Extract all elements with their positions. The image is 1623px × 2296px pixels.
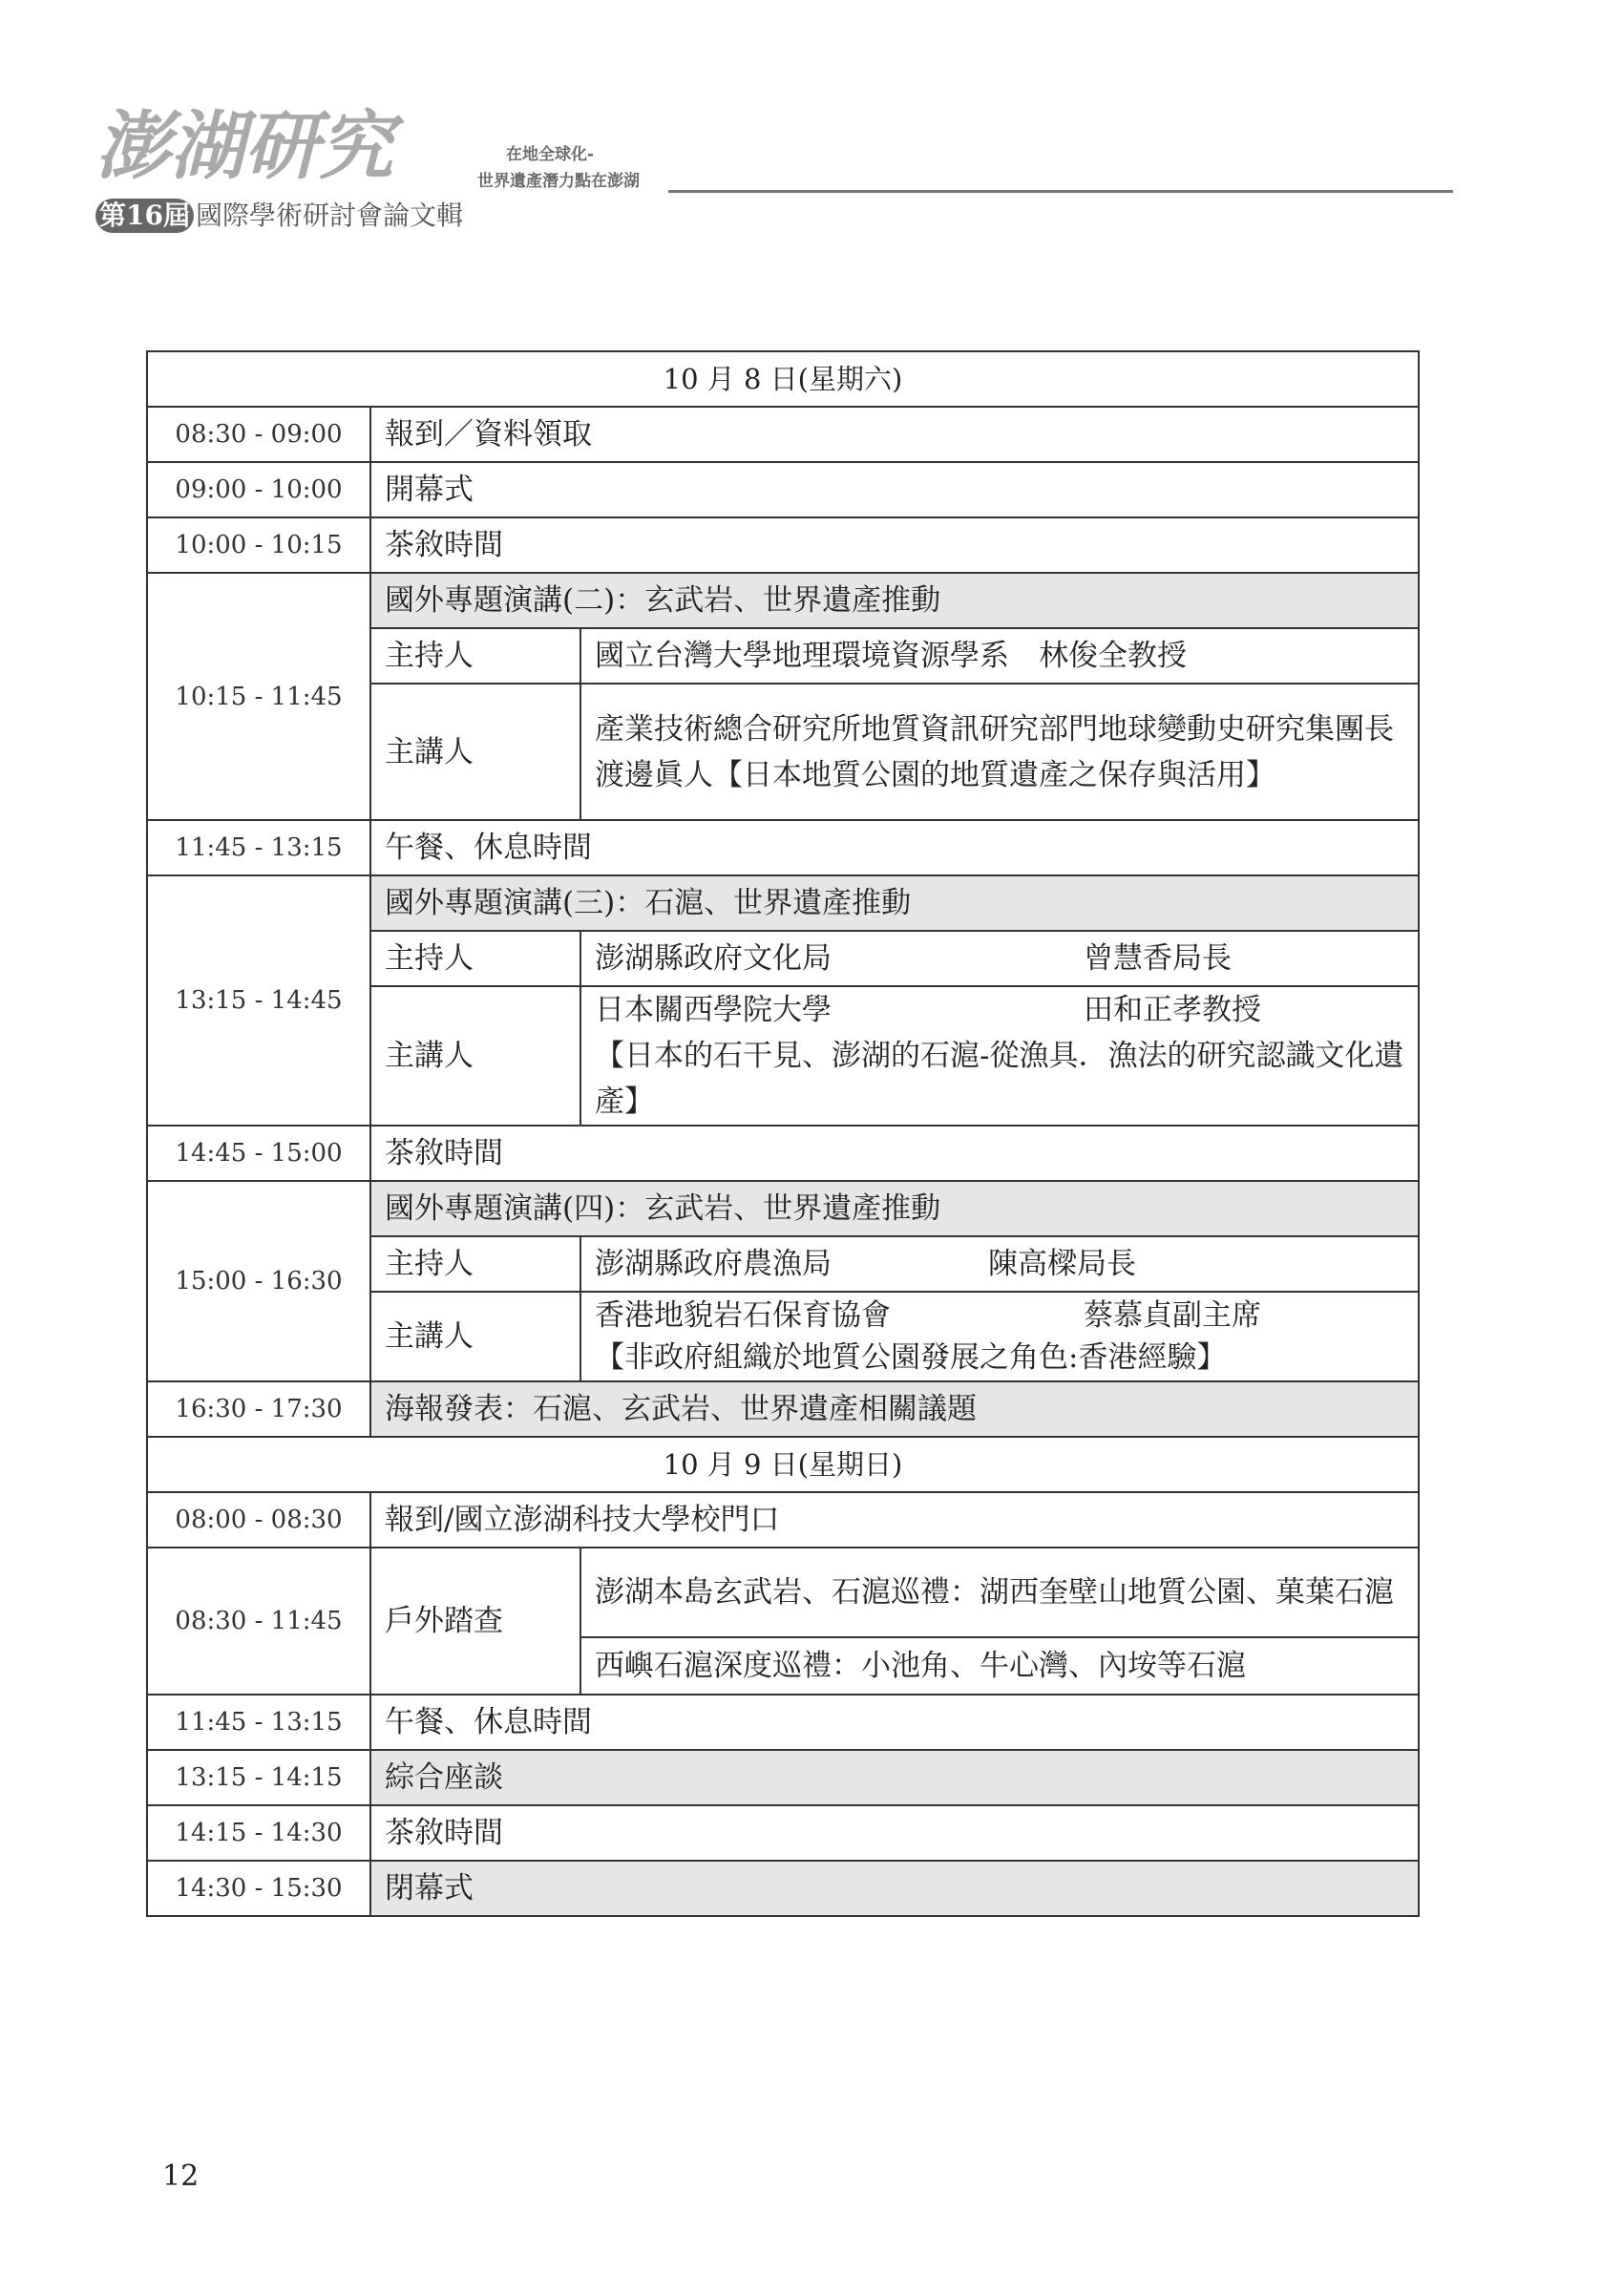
event-cell: 茶敘時間 bbox=[370, 1126, 1419, 1181]
host-label: 主持人 bbox=[370, 628, 580, 684]
host-label: 主持人 bbox=[370, 1236, 580, 1292]
speaker-name: 田和正孝教授 bbox=[1084, 993, 1261, 1027]
table-row bbox=[147, 1750, 1419, 1805]
speaker-affiliation: 產業技術總合研究所地質資訊研究部門地球變動史研究集團長 bbox=[595, 711, 1394, 747]
host-name: 陳高樑局長 bbox=[988, 1247, 1136, 1281]
tagline-line2: 世界遺產潛力點在澎湖 bbox=[477, 172, 640, 191]
event-cell: 茶敘時間 bbox=[370, 1805, 1419, 1861]
table-row bbox=[147, 1805, 1419, 1861]
event-cell: 綜合座談 bbox=[370, 1750, 1419, 1805]
speaker-value bbox=[580, 986, 1419, 1126]
event-cell: 閉幕式 bbox=[370, 1861, 1419, 1916]
day2-date: 10 月 9 日(星期日) bbox=[147, 1437, 1419, 1492]
page-number: 12 bbox=[162, 2159, 200, 2193]
time-cell: 08:30 - 11:45 bbox=[147, 1548, 370, 1695]
host-org: 澎湖縣政府文化局 bbox=[595, 941, 832, 976]
tagline-line1: 在地全球化- bbox=[506, 145, 595, 164]
table-row bbox=[147, 517, 1419, 573]
table-row bbox=[147, 820, 1419, 875]
day-header-row bbox=[147, 351, 1419, 407]
host-org: 澎湖縣政府農漁局 bbox=[595, 1247, 832, 1281]
session-title: 國外專題演講(三)：石滬、世界遺產推動 bbox=[370, 875, 1419, 931]
table-row bbox=[147, 1861, 1419, 1916]
time-cell: 14:45 - 15:00 bbox=[147, 1126, 370, 1181]
host-value bbox=[580, 931, 1419, 986]
speaker-label: 主講人 bbox=[370, 684, 580, 820]
time-cell: 10:15 - 11:45 bbox=[147, 573, 370, 820]
journal-logo bbox=[95, 103, 464, 233]
event-cell: 開幕式 bbox=[370, 462, 1419, 517]
session-title-row bbox=[147, 573, 1419, 628]
time-cell: 14:15 - 14:30 bbox=[147, 1805, 370, 1861]
speaker-org: 香港地貌岩石保育協會 bbox=[595, 1298, 891, 1333]
time-cell: 11:45 - 13:15 bbox=[147, 820, 370, 875]
field-trip-1: 澎湖本島玄武岩、石滬巡禮：湖西奎壁山地質公園、菓葉石滬 bbox=[580, 1548, 1419, 1637]
logo-subtitle: 第16屆 國際學術研討會論文輯 bbox=[95, 199, 458, 233]
event-cell: 報到／資料領取 bbox=[370, 407, 1419, 462]
speaker-label: 主講人 bbox=[370, 986, 580, 1126]
time-cell: 08:30 - 09:00 bbox=[147, 407, 370, 462]
session-title: 國外專題演講(四)：玄武岩、世界遺產推動 bbox=[370, 1181, 1419, 1236]
event-cell: 報到/國立澎湖科技大學校門口 bbox=[370, 1492, 1419, 1548]
host-label: 主持人 bbox=[370, 931, 580, 986]
event-cell: 午餐、休息時間 bbox=[370, 820, 1419, 875]
speaker-label: 主講人 bbox=[370, 1292, 580, 1381]
day1-date: 10 月 8 日(星期六) bbox=[147, 351, 1419, 407]
time-cell: 10:00 - 10:15 bbox=[147, 517, 370, 573]
host-value: 國立台灣大學地理環境資源學系 林俊全教授 bbox=[580, 628, 1419, 684]
session-title-row bbox=[147, 1181, 1419, 1236]
table-row bbox=[147, 1381, 1419, 1437]
table-row bbox=[147, 407, 1419, 462]
host-value bbox=[580, 1236, 1419, 1292]
table-row bbox=[147, 1126, 1419, 1181]
speaker-value bbox=[580, 684, 1419, 820]
session-title-row bbox=[147, 875, 1419, 931]
time-cell: 13:15 - 14:15 bbox=[147, 1750, 370, 1805]
time-cell: 15:00 - 16:30 bbox=[147, 1181, 370, 1381]
time-cell: 13:15 - 14:45 bbox=[147, 875, 370, 1126]
event-cell: 海報發表：石滬、玄武岩、世界遺產相關議題 bbox=[370, 1381, 1419, 1437]
header-divider bbox=[668, 190, 1453, 193]
speaker-topic: 【日本的石干見、澎湖的石滬-從漁具．漁法的研究認識文化遺產】 bbox=[595, 1039, 1404, 1119]
tagline bbox=[477, 141, 640, 195]
event-cell: 午餐、休息時間 bbox=[370, 1695, 1419, 1750]
speaker-topic: 渡邊眞人【日本地質公園的地質遺產之保存與活用】 bbox=[595, 757, 1275, 792]
schedule-table bbox=[146, 350, 1420, 1917]
edition-badge: 第16屆 bbox=[95, 199, 194, 233]
field-trip-2: 西嶼石滬深度巡禮：小池角、牛心灣、內垵等石滬 bbox=[580, 1637, 1419, 1695]
event-cell: 茶敘時間 bbox=[370, 517, 1419, 573]
host-name: 曾慧香局長 bbox=[1084, 941, 1232, 976]
session-title: 國外專題演講(二)：玄武岩、世界遺產推動 bbox=[370, 573, 1419, 628]
time-cell: 11:45 - 13:15 bbox=[147, 1695, 370, 1750]
speaker-topic: 【非政府組織於地質公園發展之角色:香港經驗】 bbox=[595, 1340, 1227, 1375]
table-row bbox=[147, 1695, 1419, 1750]
time-cell: 09:00 - 10:00 bbox=[147, 462, 370, 517]
field-trip-label: 戶外踏查 bbox=[370, 1548, 580, 1695]
time-cell: 16:30 - 17:30 bbox=[147, 1381, 370, 1437]
time-cell: 08:00 - 08:30 bbox=[147, 1492, 370, 1548]
table-row bbox=[147, 1492, 1419, 1548]
field-trip-row bbox=[147, 1548, 1419, 1637]
logo-title: 澎湖研究 bbox=[95, 103, 394, 190]
speaker-value bbox=[580, 1292, 1419, 1381]
speaker-org: 日本關西學院大學 bbox=[595, 993, 832, 1027]
speaker-name: 蔡慕貞副主席 bbox=[1084, 1298, 1261, 1333]
table-row bbox=[147, 462, 1419, 517]
time-cell: 14:30 - 15:30 bbox=[147, 1861, 370, 1916]
day-header-row bbox=[147, 1437, 1419, 1492]
